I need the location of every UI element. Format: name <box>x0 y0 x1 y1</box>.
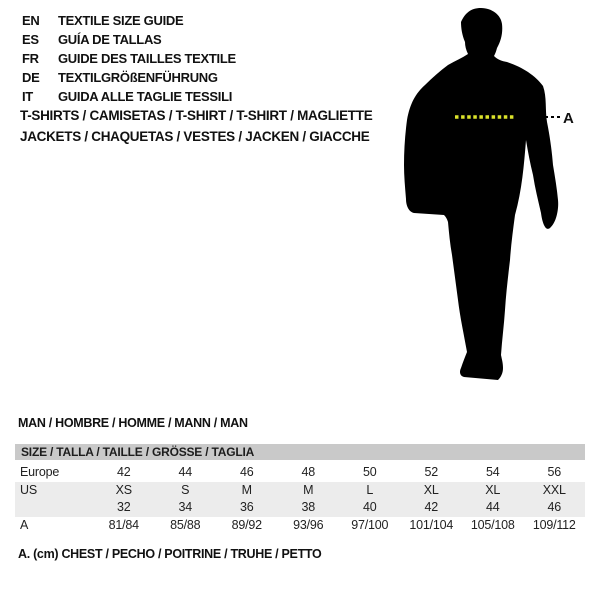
category-line-tshirts: T-SHIRTS / CAMISETAS / T-SHIRT / T-SHIRT / MAGLIETTE <box>20 108 373 123</box>
language-code: FR <box>22 51 39 66</box>
table-cell: 34 <box>178 500 192 514</box>
table-cell: M <box>241 483 252 497</box>
table-row <box>15 517 585 535</box>
language-label: GUIDA ALLE TAGLIE TESSILI <box>58 89 233 104</box>
table-cell: 81/84 <box>108 518 139 532</box>
category-line-jackets: JACKETS / CHAQUETAS / VESTES / JACKEN / GIACCHE <box>20 129 370 144</box>
row-label: US <box>20 483 37 497</box>
language-label: TEXTILGRÖßENFÜHRUNG <box>58 70 218 85</box>
language-row <box>22 49 236 68</box>
table-cell: XXL <box>542 483 566 497</box>
table-cell: 50 <box>362 465 377 479</box>
table-row <box>15 500 585 517</box>
size-table-body <box>15 460 585 535</box>
table-cell: 97/100 <box>351 518 389 532</box>
table-cell: S <box>181 483 190 497</box>
table-cell: L <box>366 483 374 497</box>
size-table <box>15 444 585 535</box>
table-cell: 46 <box>239 465 254 479</box>
language-label: GUIDE DES TAILLES TEXTILE <box>58 51 236 66</box>
language-list <box>22 11 236 106</box>
row-label: A <box>20 518 29 532</box>
language-row <box>22 30 236 49</box>
language-code: IT <box>22 89 33 104</box>
table-cell: M <box>303 483 314 497</box>
table-cell: 89/92 <box>231 518 262 532</box>
table-cell: 36 <box>239 500 254 514</box>
table-cell: XL <box>485 483 501 497</box>
table-cell: 85/88 <box>170 518 201 532</box>
row-label <box>15 514 93 517</box>
language-label: GUÍA DE TALLAS <box>58 32 162 47</box>
table-cell: 52 <box>424 465 438 479</box>
measure-footnote: A. (cm) CHEST / PECHO / POITRINE / TRUHE / PETTO <box>18 547 322 561</box>
size-table-header: SIZE / TALLA / TAILLE / GRÖSSE / TAGLIA <box>15 444 585 460</box>
table-cell: 93/96 <box>293 518 324 532</box>
table-cell: 32 <box>116 500 131 514</box>
table-cell: 101/104 <box>409 518 454 532</box>
table-row <box>15 460 585 482</box>
language-row <box>22 87 236 106</box>
language-code: EN <box>22 13 40 28</box>
table-cell: 38 <box>301 500 315 514</box>
language-code: DE <box>22 70 40 85</box>
language-code: ES <box>22 32 39 47</box>
category-lines <box>20 105 372 147</box>
table-cell: 109/112 <box>532 518 576 532</box>
table-cell: 105/108 <box>470 518 515 532</box>
section-title: MAN / HOMBRE / HOMME / MANN / MAN <box>18 416 248 430</box>
table-cell: 42 <box>116 465 131 479</box>
table-cell: XL <box>423 483 439 497</box>
table-cell: 44 <box>178 465 192 479</box>
man-silhouette <box>404 8 558 380</box>
table-cell: 48 <box>301 465 315 479</box>
table-cell: 46 <box>547 500 561 514</box>
table-cell: XS <box>115 483 132 497</box>
table-cell: 40 <box>362 500 377 514</box>
table-row <box>15 482 585 500</box>
table-cell: 42 <box>424 500 438 514</box>
table-cell: 44 <box>485 500 500 514</box>
language-label: TEXTILE SIZE GUIDE <box>58 13 184 28</box>
language-row <box>22 68 236 87</box>
man-silhouette-figure <box>402 5 574 390</box>
language-row <box>22 11 236 30</box>
table-cell: 56 <box>547 465 561 479</box>
measure-label-a: A <box>563 110 574 127</box>
row-label: Europe <box>20 465 60 479</box>
table-cell: 54 <box>485 465 500 479</box>
